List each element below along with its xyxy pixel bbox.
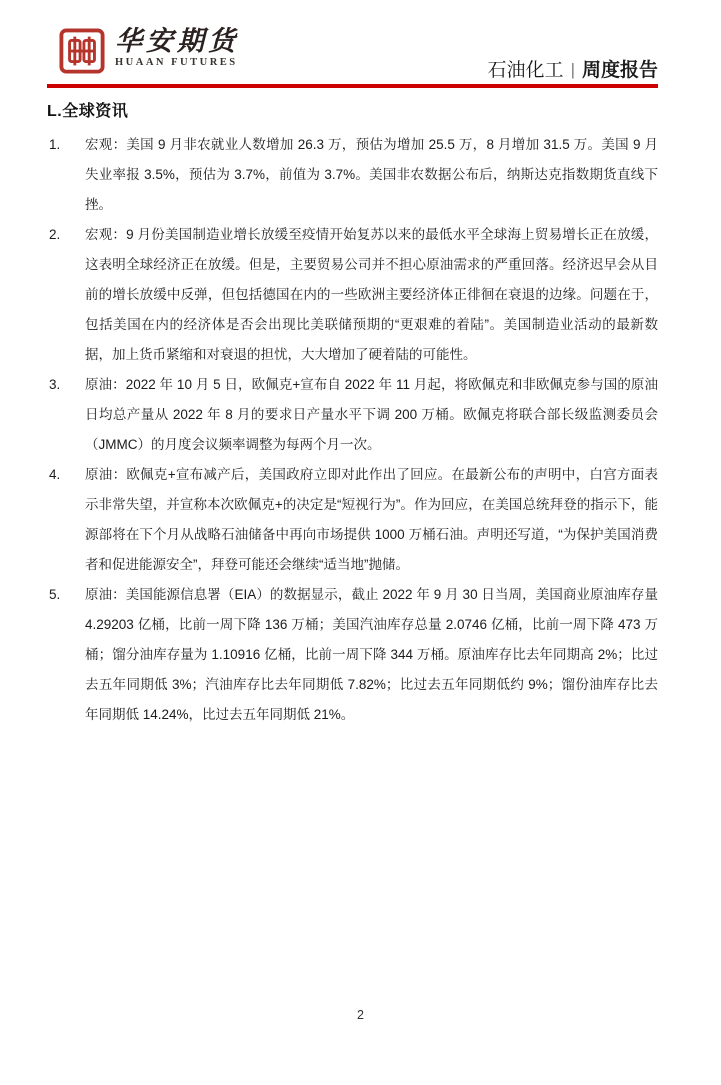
news-item-text: 宏观：美国 9 月非农就业人数增加 26.3 万，预估为增加 25.5 万，8 月增加 31.5 万。美国 9 月失业率报 3.5%，预估为 3.7%，前值为 3.7%。美国非农数据公布后，纳斯达克指数期货直线下挫。 <box>85 137 658 212</box>
header-divider <box>47 84 658 88</box>
news-item-1 <box>47 130 658 220</box>
news-item-number: 5. <box>49 587 61 602</box>
brand-text <box>115 28 239 69</box>
news-item-text: 原油：美国能源信息署（EIA）的数据显示，截止 2022 年 9 月 30 日当周，美国商业原油库存量 4.29203 亿桶，比前一周下降 136 万桶；美国汽油库存总量 2.0746 亿桶，比前一周下降 473 万桶；馏分油库存量为 1.10916 亿桶，比前一周下降 344 万桶。原油库存比去年同期高 2%；比过去五年同期低 3%；汽油库存比去年同期低 7.82%；比过去五年同期低约 9%；馏份油库存比去年同期低 14.24%，比过去五年同期低 21%。 <box>85 587 658 722</box>
news-item-number: 1. <box>49 137 61 152</box>
report-category: 石油化工 <box>487 60 564 81</box>
news-item-text: 宏观：9 月份美国制造业增长放缓至疫情开始复苏以来的最低水平全球海上贸易增长正在放缓，这表明全球经济正在放缓。但是，主要贸易公司并不担心原油需求的严重回落。经济迟早会从目前的增长放缓中反弹，但包括德国在内的一些欧洲主要经济体正徘徊在衰退的边缘。问题在于，包括美国在内的经济体是否会出现比美联储预期的“更艰难的着陆”。美国制造业活动的最新数据，加上货币紧缩和对衰退的担忧，大大增加了硬着陆的可能性。 <box>85 227 658 362</box>
news-item-number: 2. <box>49 227 61 242</box>
news-list <box>47 130 658 730</box>
title-separator: | <box>570 60 575 79</box>
news-item-text: 原油：2022 年 10 月 5 日，欧佩克+宣布自 2022 年 11 月起，将欧佩克和非欧佩克参与国的原油日均总产量从 2022 年 8 月的要求日产量水平下调 200 万桶。欧佩克将联合部长级监测委员会（JMMC）的月度会议频率调整为每两个月一次。 <box>85 377 658 452</box>
news-item-5 <box>47 580 658 730</box>
report-type: 周度报告 <box>581 60 658 81</box>
brand-name-chinese: 华安期货 <box>115 26 239 57</box>
page-header <box>47 24 658 84</box>
news-item-text: 原油：欧佩克+宣布减产后，美国政府立即对此作出了回应。在最新公布的声明中，白宫方面表示非常失望，并宣称本次欧佩克+的决定是“短视行为”。作为回应，在美国总统拜登的指示下，能源部将在下个月从战略石油储备中再向市场提供 1000 万桶石油。声明还写道，“为保护美国消费者和促进能源安全”，拜登可能还会继续“适当地”抛储。 <box>85 467 658 572</box>
news-item-3 <box>47 370 658 460</box>
news-item-number: 3. <box>49 377 61 392</box>
company-logo <box>59 28 239 74</box>
brand-name-english: HUAAN FUTURES <box>115 57 238 68</box>
news-item-number: 4. <box>49 467 61 482</box>
report-title <box>488 55 658 82</box>
page-number: 2 <box>357 1008 364 1022</box>
huaan-seal-icon <box>59 28 105 74</box>
section-title: L.全球资讯 <box>47 103 129 120</box>
news-item-4 <box>47 460 658 580</box>
news-item-2 <box>47 220 658 370</box>
